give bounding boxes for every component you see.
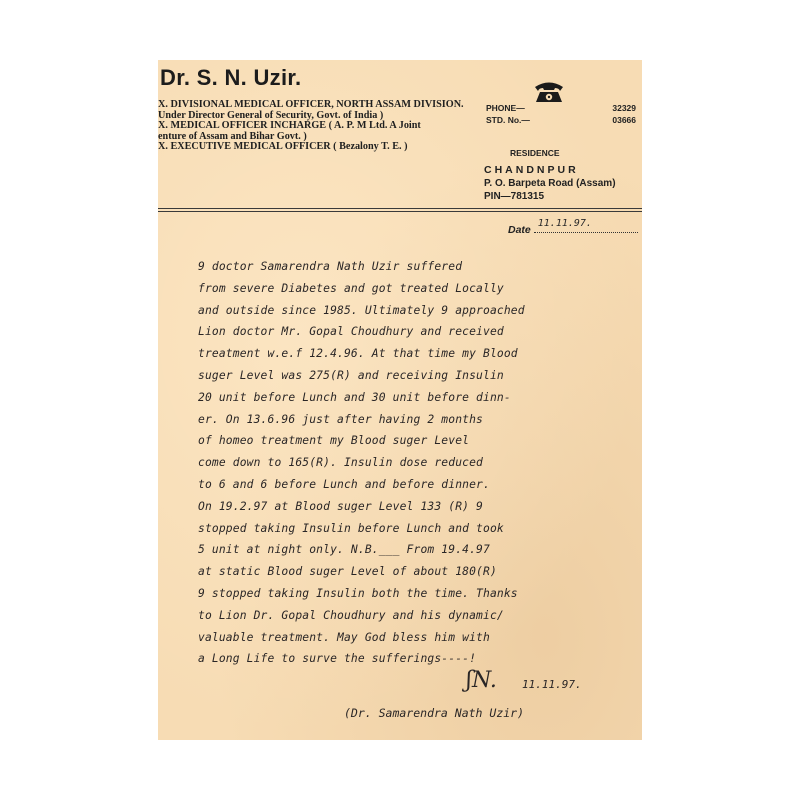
letter-line: On 19.2.97 at Blood suger Level 133 (R) 9	[198, 499, 484, 513]
date-field	[508, 218, 638, 236]
credential-line: X. MEDICAL OFFICER INCHARGE ( A. P. M Ltd. A Joint	[158, 120, 421, 132]
letter-line: from severe Diabetes and got treated Locally	[198, 281, 504, 295]
letter-line: treatment w.e.f 12.4.96. At that time my Blood	[198, 347, 518, 361]
letter-line: and outside since 1985. Ultimately 9 approached	[198, 303, 525, 317]
letter-paper	[158, 60, 642, 740]
letter-line: Lion doctor Mr. Gopal Choudhury and received	[198, 325, 504, 339]
phone-label: PHONE—	[486, 103, 525, 113]
letter-line: to 6 and 6 before Lunch and before dinner.	[198, 477, 490, 491]
signature-mark: ʃN.	[466, 668, 497, 693]
header-divider	[158, 211, 642, 212]
date-value: 11.11.97.	[537, 218, 592, 229]
date-dotted-line	[534, 218, 638, 233]
address-city: CHANDNPUR	[484, 164, 579, 176]
letter-line: er. On 13.6.96 just after having 2 months	[198, 412, 484, 426]
letter-line: stopped taking Insulin before Lunch and took	[198, 521, 504, 535]
residence-address	[484, 164, 640, 203]
letter-line: valuable treatment. May God bless him with	[198, 630, 490, 644]
address-pin: PIN—781315	[484, 191, 545, 202]
letter-line: at static Blood suger Level of about 180(R)	[198, 565, 497, 579]
phone-block	[486, 102, 636, 126]
letter-body	[198, 256, 640, 670]
phone-number: 32329	[612, 103, 636, 113]
letter-line: 5 unit at night only. N.B.___ From 19.4.97	[198, 543, 490, 557]
telephone-icon	[532, 78, 566, 104]
letter-line: suger Level was 275(R) and receiving Insulin	[198, 368, 504, 382]
letter-line: 9 doctor Samarendra Nath Uzir suffered	[198, 260, 463, 273]
letterhead-credentials	[158, 100, 488, 153]
std-code: 03666	[612, 115, 636, 125]
signature-name: (Dr. Samarendra Nath Uzir)	[344, 706, 525, 720]
letter-line: come down to 165(R). Insulin dose reduced	[198, 456, 484, 470]
address-po: P. O. Barpeta Road (Assam)	[484, 178, 616, 189]
letter-line: a Long Life to surve the sufferings----!	[198, 652, 477, 666]
letter-line: to Lion Dr. Gopal Choudhury and his dynamic/	[198, 608, 504, 622]
letter-line: of homeo treatment my Blood suger Level	[198, 434, 470, 448]
residence-label: RESIDENCE	[510, 148, 560, 158]
credential-line: Under Director General of Security, Govt. of India )	[158, 109, 384, 121]
date-label: Date	[508, 224, 531, 236]
letter-line: 20 unit before Lunch and 30 unit before dinn-	[198, 390, 511, 404]
credential-line: enture of Assam and Bihar Govt. )	[158, 130, 307, 142]
std-label: STD. No.—	[486, 115, 530, 125]
letterhead-name: Dr. S. N. Uzir.	[160, 65, 302, 90]
credential-line: X. DIVISIONAL MEDICAL OFFICER, NORTH ASSAM DIVISION.	[158, 99, 464, 110]
signature-date: 11.11.97.	[522, 678, 582, 691]
header-divider	[158, 208, 642, 209]
credential-line: X. EXECUTIVE MEDICAL OFFICER ( Bezalony T. E. )	[158, 141, 408, 153]
letter-line: 9 stopped taking Insulin both the time. Thanks	[198, 586, 518, 600]
